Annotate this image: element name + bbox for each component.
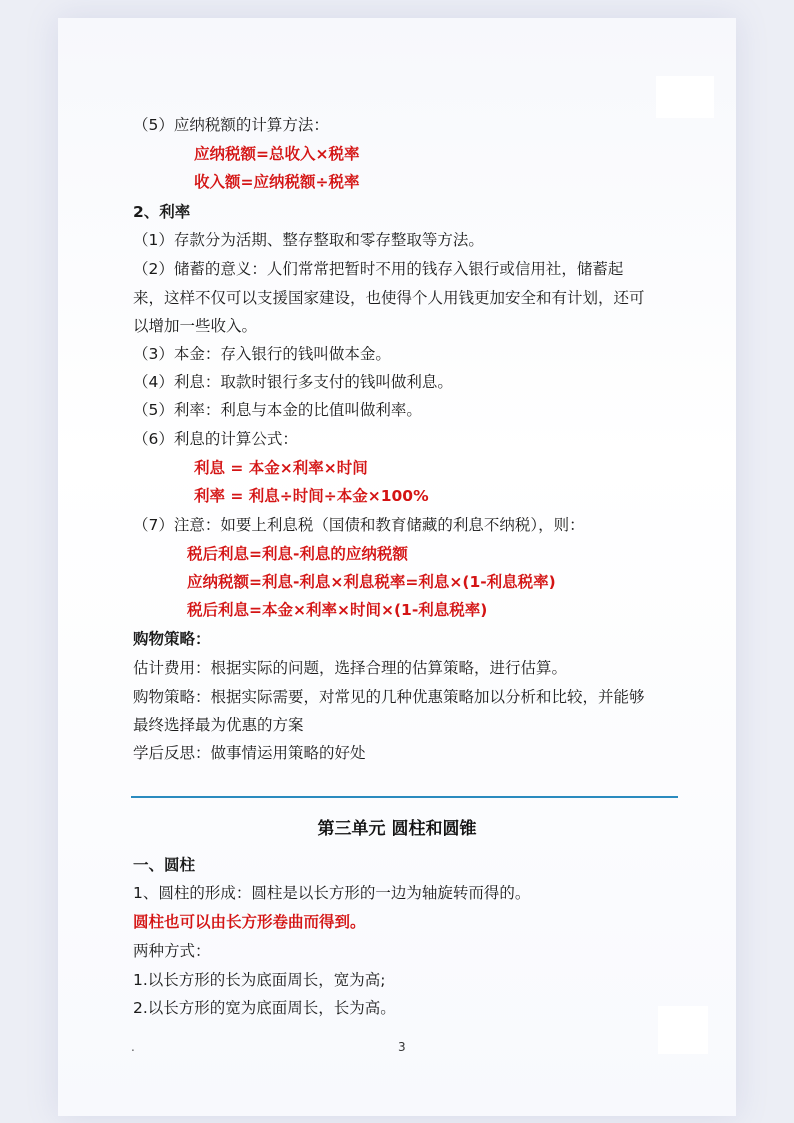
way-1: 1.以长方形的长为底面周长，宽为高;	[133, 971, 386, 989]
cylinder-rolled: 圆柱也可以由长方形卷曲而得到。	[133, 913, 366, 931]
interest-formula-heading: （6）利息的计算公式：	[133, 430, 298, 448]
estimate-cost: 估计费用：根据实际的问题，选择合理的估算策略，进行估算。	[133, 659, 568, 677]
formula-tax-amount: 应纳税额=总收入×税率	[194, 145, 360, 163]
white-patch-top	[656, 76, 714, 118]
unit-title: 第三单元 圆柱和圆锥	[317, 819, 477, 839]
cylinder-heading: 一、圆柱	[133, 856, 196, 874]
tax-calc-heading: （5）应纳税额的计算方法：	[133, 116, 329, 134]
deposit-types: （1）存款分为活期、整存整取和零存整取等方法。	[133, 231, 484, 249]
shopping-strategy-1: 购物策略：根据实际需要，对常见的几种优惠策略加以分析和比较，并能够	[133, 688, 645, 706]
savings-meaning-1: （2）储蓄的意义：人们常常把暂时不用的钱存入银行或信用社，储蓄起	[133, 260, 624, 278]
section-divider	[131, 796, 678, 798]
formula-after-tax-interest-2: 税后利息=本金×利率×时间×(1-利息税率)	[187, 601, 488, 619]
way-2: 2.以长方形的宽为底面周长，长为高。	[133, 999, 396, 1017]
savings-meaning-3: 以增加一些收入。	[133, 317, 258, 335]
formula-income: 收入额=应纳税额÷税率	[194, 173, 360, 191]
principal-definition: （3）本金：存入银行的钱叫做本金。	[133, 345, 391, 363]
footer-dot: .	[131, 1040, 135, 1054]
shopping-strategy-2: 最终选择最为优惠的方案	[133, 716, 304, 734]
cylinder-formation: 1、圆柱的形成：圆柱是以长方形的一边为轴旋转而得的。	[133, 884, 531, 902]
rate-definition: （5）利率：利息与本金的比值叫做利率。	[133, 401, 422, 419]
formula-rate: 利率 = 利息÷时间÷本金×100%	[194, 487, 429, 505]
page-number: 3	[398, 1040, 406, 1054]
reflection: 学后反思：做事情运用策略的好处	[133, 744, 366, 762]
interest-tax-note: （7）注意：如要上利息税（国债和教育储藏的利息不纳税），则：	[133, 516, 585, 534]
shopping-strategy-heading: 购物策略：	[133, 630, 211, 648]
formula-interest: 利息 = 本金×利率×时间	[194, 459, 368, 477]
formula-after-tax-interest: 税后利息=利息-利息的应纳税额	[187, 545, 408, 563]
savings-meaning-2: 来，这样不仅可以支援国家建设，也使得个人用钱更加安全和有计划，还可	[133, 289, 645, 307]
section-interest-rate: 2、利率	[133, 203, 191, 221]
two-ways: 两种方式：	[133, 942, 211, 960]
interest-definition: （4）利息：取款时银行多支付的钱叫做利息。	[133, 373, 453, 391]
formula-interest-tax: 应纳税额=利息-利息×利息税率=利息×(1-利息税率)	[187, 573, 556, 591]
